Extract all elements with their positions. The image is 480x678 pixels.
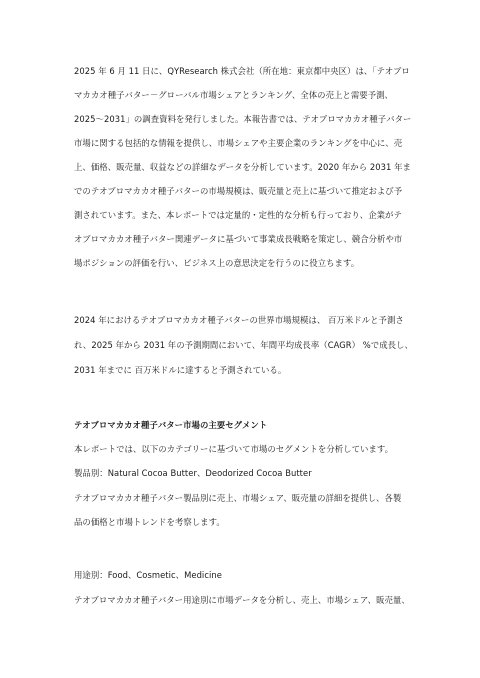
- application-segment-label: 用途別：Food、Cosmetic、Medicine: [74, 570, 222, 580]
- section-heading: テオブロマカカオ種子バター市場の主要セグメント: [74, 420, 268, 430]
- paragraph-1-line: マカカオ種子バター－グローバル市場シェアとランキング、全体の売上と需要予測、: [74, 90, 393, 100]
- paragraph-2-line: 2024 年におけるテオブロマカカオ種子バターの世界市場規模は、 百万米ドルと予測さ: [74, 315, 404, 325]
- paragraph-1-line: 場ポジションの評価を行い、ビジネス上の意思決定を行うのに役立ちます。: [74, 258, 360, 268]
- paragraph-2-line: れ、2025 年から 2031 年の予測期間において、年間平均成長率（CAGR） %で成長し、: [74, 340, 413, 350]
- product-segment-label: 製品別：Natural Cocoa Butter、Deodorized Cocoa Butter: [74, 468, 312, 478]
- segment-intro: 本レポートでは、以下のカテゴリーに基づいて市場のセグメントを分析しています。: [74, 444, 394, 454]
- paragraph-1-line: 測されています。また、本レポートでは定量的・定性的な分析も行っており、企業がテ: [74, 210, 402, 220]
- application-description-line: テオブロマカカオ種子バター用途別に市場データを分析し、売上、市場シェア、販売量、: [74, 595, 410, 605]
- paragraph-1-line: 2025 年 6 月 11 日に、QYResearch 株式会社（所在地：東京都中央区）は、「テオブロ: [74, 66, 410, 76]
- product-description-line: テオブロマカカオ種子バター製品別に売上、市場シェア、販売量の詳細を提供し、各製: [74, 493, 402, 503]
- paragraph-1-line: オブロマカカオ種子バター関連データに基づいて事業成長戦略を策定し、競合分析や市: [74, 234, 403, 244]
- paragraph-2-line: 2031 年までに 百万米ドルに達すると予測されている。: [74, 365, 287, 375]
- paragraph-1-line: 市場に関する包括的な情報を提供し、市場シェアや主要企業のランキングを中心に、売: [74, 138, 403, 148]
- paragraph-1-line: 上、価格、販売量、収益などの詳細なデータを分析しています。2020 年から 2031 年ま: [74, 162, 411, 172]
- product-description-line: 品の価格と市場トレンドを考察します。: [74, 517, 225, 527]
- paragraph-1-line: でのテオブロマカカオ種子バターの市場規模は、販売量と売上に基づいて推定および予: [74, 186, 403, 196]
- paragraph-1-line: 2025～2031」の調査資料を発行しました。本報告書では、テオブロマカカオ種子バター: [74, 114, 412, 124]
